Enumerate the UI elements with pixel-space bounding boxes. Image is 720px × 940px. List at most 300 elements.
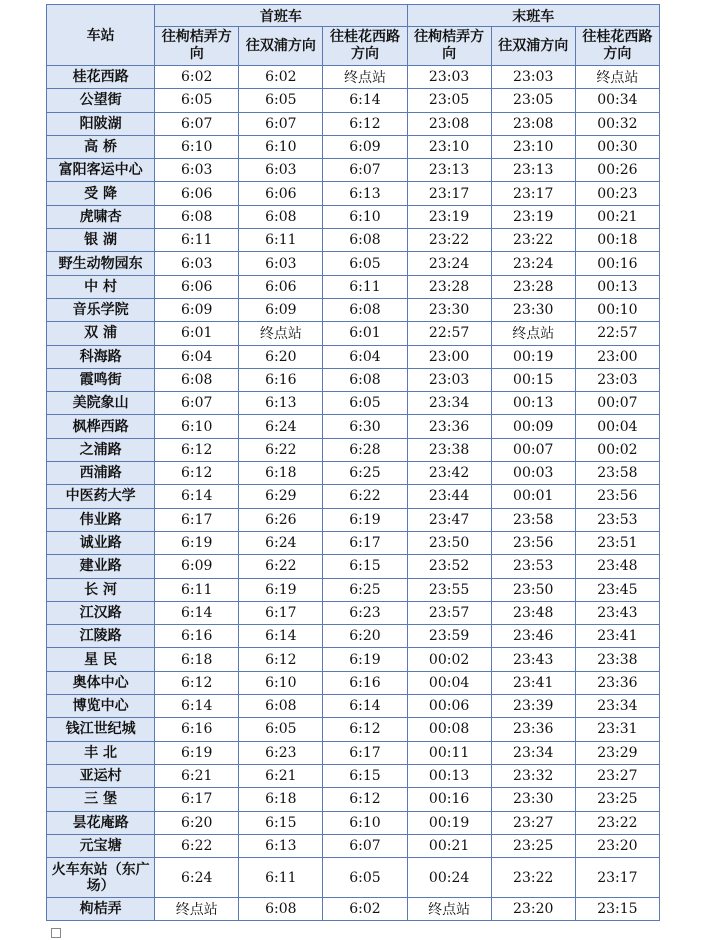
time-cell: 6:05	[323, 392, 407, 415]
time-cell: 6:05	[239, 89, 323, 112]
time-cell: 23:36	[407, 415, 491, 438]
time-cell: 23:05	[407, 89, 491, 112]
time-cell: 6:07	[239, 112, 323, 135]
time-cell: 00:13	[407, 764, 491, 787]
station-name: 中医药大学	[47, 485, 155, 508]
time-cell: 23:48	[575, 555, 659, 578]
time-cell: 6:12	[323, 112, 407, 135]
table-row	[47, 671, 660, 694]
table-row	[47, 625, 660, 648]
time-cell: 6:17	[239, 601, 323, 624]
table-row	[47, 718, 660, 741]
time-cell: 6:08	[323, 229, 407, 252]
time-cell: 6:06	[239, 275, 323, 298]
time-cell: 23:53	[575, 508, 659, 531]
station-header: 车站	[47, 5, 155, 66]
station-name: 亚运村	[47, 764, 155, 787]
time-cell: 23:44	[407, 485, 491, 508]
time-cell: 6:13	[239, 834, 323, 857]
time-cell: 6:08	[239, 898, 323, 921]
time-cell: 00:34	[575, 89, 659, 112]
time-cell: 6:08	[155, 205, 239, 228]
time-cell: 23:08	[491, 112, 575, 135]
time-cell: 23:42	[407, 462, 491, 485]
time-cell: 23:17	[575, 858, 659, 898]
time-cell: 6:11	[239, 858, 323, 898]
time-cell: 6:04	[155, 345, 239, 368]
table-row	[47, 159, 660, 182]
time-cell: 6:05	[239, 718, 323, 741]
time-cell: 00:04	[407, 671, 491, 694]
time-cell: 6:01	[323, 322, 407, 345]
time-cell: 6:19	[155, 741, 239, 764]
time-cell: 6:21	[155, 764, 239, 787]
station-name: 枫桦西路	[47, 415, 155, 438]
station-name: 之浦路	[47, 438, 155, 461]
time-cell: 23:29	[575, 741, 659, 764]
station-name: 江陵路	[47, 625, 155, 648]
time-cell: 23:48	[491, 601, 575, 624]
time-cell: 23:30	[407, 298, 491, 321]
time-cell: 6:12	[323, 718, 407, 741]
station-name: 双 浦	[47, 322, 155, 345]
time-cell: 23:56	[575, 485, 659, 508]
table-row	[47, 695, 660, 718]
time-cell: 00:30	[575, 135, 659, 158]
time-cell: 23:41	[575, 625, 659, 648]
time-cell: 00:13	[575, 275, 659, 298]
timetable	[46, 4, 660, 921]
time-cell: 23:03	[407, 368, 491, 391]
time-cell: 23:20	[491, 898, 575, 921]
time-cell: 6:17	[155, 788, 239, 811]
time-cell: 6:02	[323, 898, 407, 921]
time-cell: 23:13	[407, 159, 491, 182]
time-cell: 00:09	[491, 415, 575, 438]
direction-header: 往双浦方向	[239, 27, 323, 66]
time-cell: 6:11	[155, 229, 239, 252]
time-cell: 23:58	[491, 508, 575, 531]
time-cell: 6:07	[155, 392, 239, 415]
time-cell: 23:00	[575, 345, 659, 368]
page-marker-checkbox	[51, 928, 61, 938]
time-cell: 00:24	[407, 858, 491, 898]
table-row	[47, 788, 660, 811]
time-cell: 6:16	[239, 368, 323, 391]
time-cell: 23:55	[407, 578, 491, 601]
time-cell: 23:41	[491, 671, 575, 694]
table-row	[47, 858, 660, 898]
time-cell: 23:45	[575, 578, 659, 601]
table-row	[47, 275, 660, 298]
time-cell: 6:18	[239, 462, 323, 485]
station-name: 阳陂湖	[47, 112, 155, 135]
time-cell: 23:03	[491, 66, 575, 89]
time-cell: 23:50	[491, 578, 575, 601]
time-cell: 6:06	[155, 182, 239, 205]
table-row	[47, 508, 660, 531]
time-cell: 6:14	[323, 89, 407, 112]
first-train-header: 首班车	[155, 5, 407, 27]
time-cell: 6:09	[323, 135, 407, 158]
time-cell: 6:07	[155, 112, 239, 135]
time-cell: 23:22	[575, 811, 659, 834]
time-cell: 6:11	[239, 229, 323, 252]
time-cell: 6:10	[155, 415, 239, 438]
station-name: 星 民	[47, 648, 155, 671]
time-cell: 6:24	[155, 858, 239, 898]
table-row	[47, 834, 660, 857]
time-cell: 23:25	[575, 788, 659, 811]
time-cell: 00:26	[575, 159, 659, 182]
station-name: 奥体中心	[47, 671, 155, 694]
station-name: 野生动物园东	[47, 252, 155, 275]
station-name: 公望街	[47, 89, 155, 112]
time-cell: 6:17	[323, 741, 407, 764]
time-cell: 23:50	[407, 531, 491, 554]
station-name: 受 降	[47, 182, 155, 205]
time-cell: 23:31	[575, 718, 659, 741]
time-cell: 6:23	[323, 601, 407, 624]
time-cell: 23:34	[575, 695, 659, 718]
time-cell: 23:10	[407, 135, 491, 158]
station-name: 诚业路	[47, 531, 155, 554]
time-cell: 6:29	[239, 485, 323, 508]
time-cell: 23:59	[407, 625, 491, 648]
station-name: 枸桔弄	[47, 898, 155, 921]
time-cell: 6:12	[323, 788, 407, 811]
table-row	[47, 135, 660, 158]
time-cell: 23:57	[407, 601, 491, 624]
time-cell: 00:08	[407, 718, 491, 741]
time-cell: 6:20	[323, 625, 407, 648]
time-cell: 23:10	[491, 135, 575, 158]
time-cell: 6:06	[155, 275, 239, 298]
time-cell: 6:03	[239, 159, 323, 182]
station-name: 火车东站（东广场）	[47, 858, 155, 898]
time-cell: 00:11	[407, 741, 491, 764]
time-cell: 6:12	[155, 671, 239, 694]
time-cell: 6:19	[155, 531, 239, 554]
time-cell: 6:14	[155, 695, 239, 718]
time-cell: 23:28	[407, 275, 491, 298]
time-cell: 6:25	[323, 578, 407, 601]
time-cell: 终点站	[407, 898, 491, 921]
time-cell: 6:09	[155, 555, 239, 578]
time-cell: 6:25	[323, 462, 407, 485]
time-cell: 23:46	[491, 625, 575, 648]
time-cell: 6:12	[239, 648, 323, 671]
time-cell: 终点站	[323, 66, 407, 89]
time-cell: 23:38	[575, 648, 659, 671]
time-cell: 6:16	[155, 625, 239, 648]
table-row	[47, 89, 660, 112]
time-cell: 6:01	[155, 322, 239, 345]
station-name: 西浦路	[47, 462, 155, 485]
time-cell: 23:51	[575, 531, 659, 554]
time-cell: 6:10	[239, 671, 323, 694]
table-row	[47, 66, 660, 89]
time-cell: 6:10	[323, 811, 407, 834]
time-cell: 00:02	[407, 648, 491, 671]
time-cell: 23:22	[491, 229, 575, 252]
time-cell: 6:22	[323, 485, 407, 508]
time-cell: 23:52	[407, 555, 491, 578]
time-cell: 6:05	[323, 858, 407, 898]
time-cell: 22:57	[407, 322, 491, 345]
time-cell: 6:16	[323, 671, 407, 694]
time-cell: 23:34	[491, 741, 575, 764]
time-cell: 23:27	[575, 764, 659, 787]
station-name: 建业路	[47, 555, 155, 578]
time-cell: 23:19	[407, 205, 491, 228]
time-cell: 23:05	[491, 89, 575, 112]
time-cell: 6:06	[239, 182, 323, 205]
time-cell: 23:38	[407, 438, 491, 461]
time-cell: 23:39	[491, 695, 575, 718]
time-cell: 6:22	[239, 438, 323, 461]
station-name: 钱江世纪城	[47, 718, 155, 741]
last-train-header: 末班车	[407, 5, 659, 27]
direction-header: 往枸桔弄方向	[155, 27, 239, 66]
time-cell: 6:09	[239, 298, 323, 321]
time-cell: 6:05	[323, 252, 407, 275]
time-cell: 6:08	[239, 205, 323, 228]
time-cell: 23:30	[491, 788, 575, 811]
time-cell: 6:04	[323, 345, 407, 368]
table-row	[47, 229, 660, 252]
time-cell: 6:05	[155, 89, 239, 112]
station-name: 桂花西路	[47, 66, 155, 89]
time-cell: 23:03	[575, 368, 659, 391]
time-cell: 00:18	[575, 229, 659, 252]
table-row	[47, 392, 660, 415]
time-cell: 6:10	[155, 135, 239, 158]
time-cell: 23:22	[491, 858, 575, 898]
station-name: 音乐学院	[47, 298, 155, 321]
time-cell: 00:02	[575, 438, 659, 461]
time-cell: 23:32	[491, 764, 575, 787]
time-cell: 23:58	[575, 462, 659, 485]
time-cell: 终点站	[491, 322, 575, 345]
time-cell: 6:13	[323, 182, 407, 205]
station-name: 富阳客运中心	[47, 159, 155, 182]
time-cell: 终点站	[575, 66, 659, 89]
time-cell: 6:15	[323, 764, 407, 787]
time-cell: 00:15	[491, 368, 575, 391]
station-name: 伟业路	[47, 508, 155, 531]
time-cell: 23:13	[491, 159, 575, 182]
time-cell: 00:07	[575, 392, 659, 415]
time-cell: 00:21	[575, 205, 659, 228]
station-name: 丰 北	[47, 741, 155, 764]
time-cell: 6:12	[155, 462, 239, 485]
time-cell: 23:43	[491, 648, 575, 671]
time-cell: 6:16	[155, 718, 239, 741]
time-cell: 6:13	[239, 392, 323, 415]
timetable-body	[47, 66, 660, 921]
table-row	[47, 345, 660, 368]
time-cell: 6:15	[323, 555, 407, 578]
time-cell: 6:14	[239, 625, 323, 648]
time-cell: 23:28	[491, 275, 575, 298]
time-cell: 23:19	[491, 205, 575, 228]
time-cell: 6:24	[239, 415, 323, 438]
time-cell: 00:23	[575, 182, 659, 205]
time-cell: 00:13	[491, 392, 575, 415]
time-cell: 00:16	[407, 788, 491, 811]
table-row	[47, 601, 660, 624]
time-cell: 23:17	[407, 182, 491, 205]
time-cell: 23:36	[491, 718, 575, 741]
time-cell: 23:08	[407, 112, 491, 135]
time-cell: 6:12	[155, 438, 239, 461]
table-row	[47, 322, 660, 345]
table-row	[47, 252, 660, 275]
time-cell: 6:07	[323, 159, 407, 182]
time-cell: 6:20	[239, 345, 323, 368]
time-cell: 6:26	[239, 508, 323, 531]
time-cell: 23:17	[491, 182, 575, 205]
station-name: 博览中心	[47, 695, 155, 718]
time-cell: 6:10	[323, 205, 407, 228]
direction-header: 往双浦方向	[491, 27, 575, 66]
time-cell: 23:56	[491, 531, 575, 554]
time-cell: 6:11	[155, 578, 239, 601]
time-cell: 00:04	[575, 415, 659, 438]
time-cell: 终点站	[239, 322, 323, 345]
station-name: 江汉路	[47, 601, 155, 624]
station-name: 中 村	[47, 275, 155, 298]
station-name: 银 湖	[47, 229, 155, 252]
direction-header: 往桂花西路方向	[323, 27, 407, 66]
station-name: 虎啸杏	[47, 205, 155, 228]
table-row	[47, 741, 660, 764]
time-cell: 6:10	[239, 135, 323, 158]
time-cell: 00:19	[491, 345, 575, 368]
time-cell: 6:11	[323, 275, 407, 298]
station-name: 霞鸣街	[47, 368, 155, 391]
table-row	[47, 578, 660, 601]
time-cell: 6:08	[323, 368, 407, 391]
table-row	[47, 898, 660, 921]
time-cell: 6:22	[155, 834, 239, 857]
time-cell: 00:06	[407, 695, 491, 718]
station-name: 三 堡	[47, 788, 155, 811]
table-row	[47, 462, 660, 485]
direction-header: 往桂花西路方向	[575, 27, 659, 66]
time-cell: 6:14	[155, 601, 239, 624]
time-cell: 00:03	[491, 462, 575, 485]
time-cell: 6:19	[323, 648, 407, 671]
time-cell: 6:08	[323, 298, 407, 321]
time-cell: 22:57	[575, 322, 659, 345]
time-cell: 00:10	[575, 298, 659, 321]
time-cell: 6:20	[155, 811, 239, 834]
table-row	[47, 555, 660, 578]
time-cell: 6:07	[323, 834, 407, 857]
table-row	[47, 764, 660, 787]
time-cell: 6:22	[239, 555, 323, 578]
time-cell: 6:19	[323, 508, 407, 531]
time-cell: 6:03	[239, 252, 323, 275]
time-cell: 23:15	[575, 898, 659, 921]
table-row	[47, 531, 660, 554]
time-cell: 6:18	[239, 788, 323, 811]
time-cell: 00:01	[491, 485, 575, 508]
time-cell: 23:22	[407, 229, 491, 252]
time-cell: 00:32	[575, 112, 659, 135]
time-cell: 00:07	[491, 438, 575, 461]
direction-header: 往枸桔弄方向	[407, 27, 491, 66]
station-name: 美院象山	[47, 392, 155, 415]
time-cell: 6:03	[155, 159, 239, 182]
time-cell: 6:15	[239, 811, 323, 834]
table-row	[47, 205, 660, 228]
table-row	[47, 485, 660, 508]
table-row	[47, 298, 660, 321]
time-cell: 23:36	[575, 671, 659, 694]
time-cell: 6:30	[323, 415, 407, 438]
time-cell: 6:08	[155, 368, 239, 391]
time-cell: 6:18	[155, 648, 239, 671]
time-cell: 6:03	[155, 252, 239, 275]
time-cell: 00:16	[575, 252, 659, 275]
table-row	[47, 182, 660, 205]
station-name: 元宝塘	[47, 834, 155, 857]
station-name: 高 桥	[47, 135, 155, 158]
time-cell: 23:47	[407, 508, 491, 531]
station-name: 科海路	[47, 345, 155, 368]
time-cell: 00:21	[407, 834, 491, 857]
table-row	[47, 368, 660, 391]
time-cell: 6:21	[239, 764, 323, 787]
time-cell: 23:00	[407, 345, 491, 368]
time-cell: 6:24	[239, 531, 323, 554]
table-row	[47, 438, 660, 461]
table-row	[47, 811, 660, 834]
time-cell: 6:02	[239, 66, 323, 89]
time-cell: 23:53	[491, 555, 575, 578]
time-cell: 23:43	[575, 601, 659, 624]
time-cell: 00:19	[407, 811, 491, 834]
time-cell: 23:25	[491, 834, 575, 857]
time-cell: 6:14	[323, 695, 407, 718]
time-cell: 终点站	[155, 898, 239, 921]
time-cell: 6:02	[155, 66, 239, 89]
time-cell: 23:24	[491, 252, 575, 275]
table-row	[47, 112, 660, 135]
time-cell: 6:28	[323, 438, 407, 461]
time-cell: 6:23	[239, 741, 323, 764]
time-cell: 6:14	[155, 485, 239, 508]
time-cell: 23:30	[491, 298, 575, 321]
station-name: 长 河	[47, 578, 155, 601]
table-row	[47, 648, 660, 671]
time-cell: 23:03	[407, 66, 491, 89]
table-row	[47, 415, 660, 438]
time-cell: 23:34	[407, 392, 491, 415]
time-cell: 6:17	[323, 531, 407, 554]
time-cell: 6:17	[155, 508, 239, 531]
time-cell: 6:19	[239, 578, 323, 601]
time-cell: 23:27	[491, 811, 575, 834]
time-cell: 6:08	[239, 695, 323, 718]
time-cell: 23:20	[575, 834, 659, 857]
time-cell: 6:09	[155, 298, 239, 321]
station-name: 昙花庵路	[47, 811, 155, 834]
time-cell: 23:24	[407, 252, 491, 275]
